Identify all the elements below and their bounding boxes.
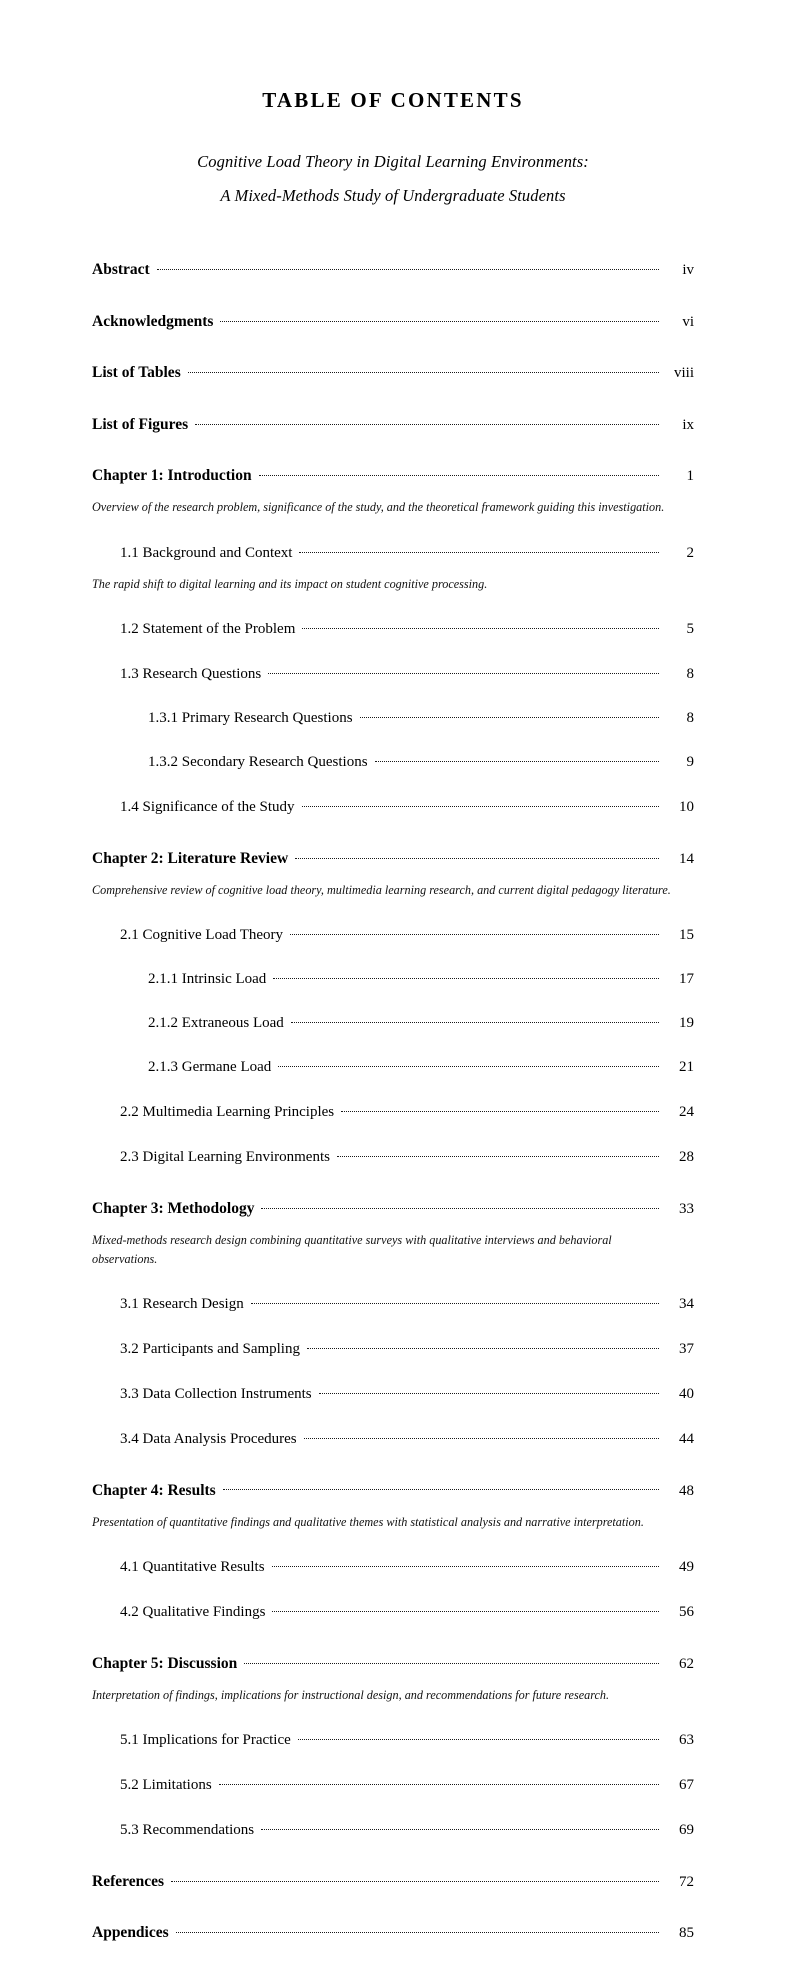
toc-entry[interactable]	[92, 1774, 694, 1794]
toc-dot-leader	[375, 751, 659, 766]
toc-entry[interactable]	[92, 1197, 694, 1218]
toc-entry[interactable]	[92, 1056, 694, 1076]
toc-entry-label: 4.2 Qualitative Findings	[120, 1604, 266, 1621]
toc-entry-description: Overview of the research problem, significance of the study, and the theoretical framework guiding this investigation.	[92, 500, 665, 515]
toc-entry[interactable]	[92, 542, 694, 562]
toc-dot-leader	[295, 847, 659, 863]
toc-dot-leader	[291, 1012, 659, 1027]
toc-entry-label: 3.3 Data Collection Instruments	[120, 1386, 312, 1403]
toc-entry-label: 2.1.3 Germane Load	[148, 1059, 272, 1076]
toc-entry[interactable]	[92, 465, 694, 486]
toc-entry-label: 5.1 Implications for Practice	[120, 1732, 291, 1749]
toc-entry-label: List of Tables	[92, 364, 181, 382]
page-title: TABLE OF CONTENTS	[262, 88, 524, 112]
toc-entry[interactable]	[92, 751, 694, 771]
toc-entry-page-number: 24	[679, 1104, 694, 1121]
toc-entry-page-number: 72	[679, 1873, 694, 1890]
document-subtitle	[92, 145, 694, 213]
toc-entry-label: 1.2 Statement of the Problem	[120, 621, 296, 638]
toc-entry-label: 2.2 Multimedia Learning Principles	[120, 1104, 335, 1121]
toc-entry-page-number: 56	[679, 1604, 694, 1621]
toc-dot-leader	[251, 1293, 659, 1308]
toc-dot-leader	[360, 707, 659, 722]
toc-entry-page-number: 14	[679, 850, 694, 867]
toc-entry[interactable]	[92, 1729, 694, 1749]
toc-dot-leader	[223, 1479, 659, 1495]
toc-dot-leader	[272, 1601, 659, 1616]
toc-entry[interactable]	[92, 310, 694, 331]
toc-entry-description: The rapid shift to digital learning and its impact on student cognitive processing.	[92, 576, 488, 591]
toc-dot-leader	[220, 310, 659, 326]
toc-entry-label: 2.3 Digital Learning Environments	[120, 1149, 330, 1166]
toc-entry-description: Mixed-methods research design combining quantitative surveys with qualitative interviews and behavioral observations.	[92, 1232, 612, 1266]
toc-entry-label: Chapter 1: Introduction	[92, 467, 252, 485]
toc-entry[interactable]	[92, 1101, 694, 1121]
toc-entry-label: References	[92, 1872, 165, 1890]
toc-dot-leader	[298, 1729, 659, 1744]
toc-entry-label: 3.2 Participants and Sampling	[120, 1341, 300, 1358]
toc-dot-leader	[319, 1383, 659, 1398]
toc-entry[interactable]	[92, 1293, 694, 1313]
toc-entry-label: 3.1 Research Design	[120, 1296, 244, 1313]
toc-dot-leader	[195, 413, 659, 429]
toc-entry-description: Presentation of quantitative findings and qualitative themes with statistical analysis and narrative interpretation.	[92, 1514, 644, 1529]
toc-entry-label: 1.4 Significance of the Study	[120, 799, 295, 816]
toc-entry-page-number: 48	[679, 1482, 694, 1499]
toc-entry-label: 2.1 Cognitive Load Theory	[120, 927, 284, 944]
toc-entry[interactable]	[92, 1479, 694, 1500]
toc-dot-leader	[268, 663, 659, 678]
toc-entry-page-number: 49	[679, 1559, 694, 1576]
toc-entry-page-number: 67	[679, 1777, 694, 1794]
toc-entry-label: List of Figures	[92, 415, 189, 433]
toc-entry-label: 1.1 Background and Context	[120, 544, 293, 561]
toc-entry-label: Appendices	[92, 1924, 169, 1942]
toc-entry-label: Chapter 4: Results	[92, 1481, 216, 1499]
toc-entry[interactable]	[92, 707, 694, 727]
toc-entry-page-number: ix	[682, 416, 694, 433]
toc-entry[interactable]	[92, 796, 694, 816]
toc-entry[interactable]	[92, 1922, 694, 1943]
toc-entry[interactable]	[92, 924, 694, 944]
toc-dot-leader	[157, 259, 659, 275]
toc-entry[interactable]	[92, 1652, 694, 1673]
toc-entry-label: 1.3 Research Questions	[120, 666, 262, 683]
toc-entry-page-number: 8	[686, 710, 694, 727]
toc-entry[interactable]	[92, 847, 694, 868]
toc-dot-leader	[299, 542, 659, 557]
toc-entry[interactable]	[92, 1012, 694, 1032]
toc-entry-page-number: 62	[679, 1655, 694, 1672]
toc-entry-page-number: 15	[679, 927, 694, 944]
toc-entry-label: 2.1.2 Extraneous Load	[148, 1015, 284, 1032]
toc-entry[interactable]	[92, 1870, 694, 1891]
toc-entry-page-number: 5	[686, 621, 694, 638]
toc-dot-leader	[171, 1870, 659, 1886]
toc-dot-leader	[304, 1428, 659, 1443]
subtitle-line-2: A Mixed-Methods Study of Undergraduate Students	[220, 186, 566, 205]
toc-entry-label: 2.1.1 Intrinsic Load	[148, 971, 267, 988]
toc-entry-page-number: vi	[682, 313, 694, 330]
toc-entry-page-number: viii	[673, 365, 694, 382]
toc-entry-label: Acknowledgments	[92, 312, 214, 330]
toc-entry-label: Chapter 3: Methodology	[92, 1199, 255, 1217]
toc-dot-leader	[278, 1056, 659, 1071]
toc-entry-description: Comprehensive review of cognitive load theory, multimedia learning research, and current digital pedagogy literature.	[92, 882, 671, 897]
toc-dot-leader	[261, 1819, 659, 1834]
toc-entry[interactable]	[92, 1146, 694, 1166]
toc-entry-label: Chapter 2: Literature Review	[92, 849, 289, 867]
toc-entry-page-number: 8	[686, 666, 694, 683]
toc-entry-page-number: 2	[686, 544, 694, 561]
subtitle-line-1: Cognitive Load Theory in Digital Learning Environments:	[197, 152, 589, 172]
toc-entry[interactable]	[92, 1601, 694, 1621]
toc-entry-label: 5.3 Recommendations	[120, 1822, 255, 1839]
toc-entry-label: Chapter 5: Discussion	[92, 1654, 238, 1672]
toc-entry-page-number: 37	[679, 1341, 694, 1358]
toc-dot-leader	[219, 1774, 659, 1789]
toc-dot-leader	[302, 796, 659, 811]
toc-entry[interactable]	[92, 968, 694, 988]
toc-entry-label: 3.4 Data Analysis Procedures	[120, 1431, 297, 1448]
toc-dot-leader	[259, 465, 659, 481]
toc-entry[interactable]	[92, 1556, 694, 1576]
toc-dot-leader	[307, 1338, 659, 1353]
toc-dot-leader	[188, 362, 659, 378]
toc-dot-leader	[337, 1146, 659, 1161]
toc-entry-label: 1.3.1 Primary Research Questions	[148, 710, 353, 727]
toc-dot-leader	[302, 618, 659, 633]
toc-entry-label: 5.2 Limitations	[120, 1777, 212, 1794]
toc-entry-label: 4.1 Quantitative Results	[120, 1559, 265, 1576]
toc-entry[interactable]	[92, 1428, 694, 1448]
toc-entry[interactable]	[92, 259, 694, 280]
toc-entry[interactable]	[92, 362, 694, 383]
toc-entry-page-number: 1	[686, 468, 694, 485]
toc-entry-page-number: 69	[679, 1822, 694, 1839]
toc-entry-page-number: 21	[679, 1059, 694, 1076]
toc-dot-leader	[272, 1556, 659, 1571]
toc-entry-page-number: 63	[679, 1732, 694, 1749]
toc-entry[interactable]	[92, 663, 694, 683]
toc-entry[interactable]	[92, 1819, 694, 1839]
toc-dot-leader	[176, 1922, 659, 1938]
toc-entry-page-number: 33	[679, 1200, 694, 1217]
toc-dot-leader	[244, 1652, 659, 1668]
toc-entry-label: 1.3.2 Secondary Research Questions	[148, 754, 368, 771]
toc-entry-list	[92, 259, 694, 1942]
toc-entry-description: Interpretation of findings, implications for instructional design, and recommendations for future research.	[92, 1687, 610, 1702]
toc-entry[interactable]	[92, 1383, 694, 1403]
toc-dot-leader	[341, 1101, 659, 1116]
toc-entry[interactable]	[92, 413, 694, 434]
toc-entry-label: Abstract	[92, 261, 150, 279]
toc-entry-page-number: 85	[679, 1925, 694, 1942]
toc-entry-page-number: 10	[679, 799, 694, 816]
toc-entry-page-number: 28	[679, 1149, 694, 1166]
toc-entry-page-number: iv	[682, 262, 694, 279]
toc-dot-leader	[290, 924, 659, 939]
toc-dot-leader	[261, 1197, 659, 1213]
toc-entry-page-number: 19	[679, 1015, 694, 1032]
toc-entry[interactable]	[92, 618, 694, 638]
toc-dot-leader	[273, 968, 659, 983]
toc-entry-page-number: 9	[686, 754, 694, 771]
toc-entry[interactable]	[92, 1338, 694, 1358]
toc-entry-page-number: 34	[679, 1296, 694, 1313]
toc-entry-page-number: 17	[679, 971, 694, 988]
toc-entry-page-number: 40	[679, 1386, 694, 1403]
toc-entry-page-number: 44	[679, 1431, 694, 1448]
